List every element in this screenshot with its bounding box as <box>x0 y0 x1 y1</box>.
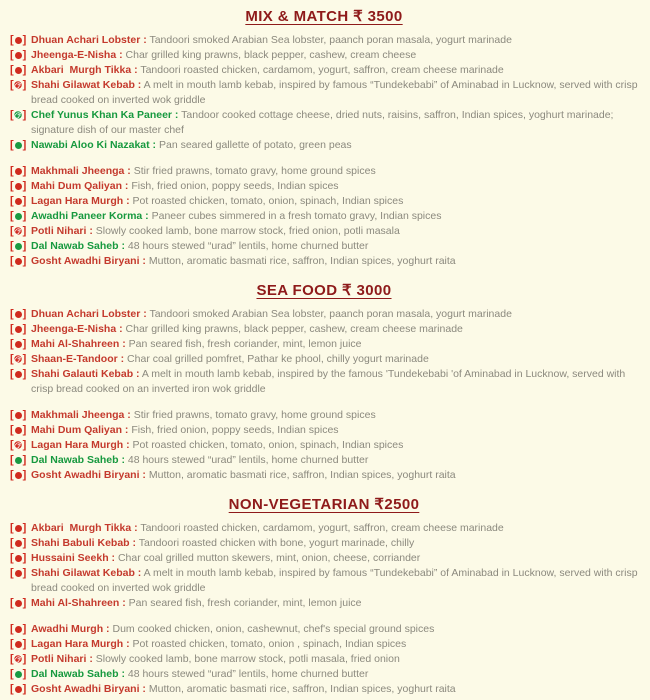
menu-item <box>10 352 638 367</box>
menu-item <box>10 682 638 697</box>
nonveg-dot <box>15 540 22 547</box>
nonveg-dot-icon <box>10 307 26 322</box>
item-name: Gosht Awadhi Biryani : <box>31 683 146 695</box>
item-description: Pot roasted chicken, tomato, onion , spinach, Indian spices <box>129 638 407 650</box>
mark-bracket: ] <box>22 638 27 650</box>
nonveg-spiral-icon <box>10 352 26 367</box>
menu-item <box>10 108 638 138</box>
mark-bracket: [ <box>10 653 14 665</box>
mark-bracket: ] <box>22 139 27 151</box>
item-description: Stir fried prawns, tomato gravy, home ground spices <box>130 409 376 421</box>
mark-bracket: ] <box>22 353 27 365</box>
section-title: NON-VEGETARIAN ₹2500 <box>228 496 420 513</box>
item-name: Akbari Murgh Tikka : <box>31 64 138 76</box>
item-description: A melt in mouth lamb kebab, inspired by the famous 'Tundekebabi 'of Aminabad in Lucknow, served with crisp bread cooked on an inverted iron wok griddle <box>31 368 626 395</box>
menu-item <box>10 566 638 596</box>
menu-item <box>10 179 638 194</box>
nonveg-dot-icon <box>10 637 26 652</box>
mark-bracket: ] <box>22 424 27 436</box>
item-group <box>10 408 638 483</box>
menu-item <box>10 322 638 337</box>
nonveg-dot-icon <box>10 179 26 194</box>
mark-bracket: ] <box>22 454 27 466</box>
menu-item <box>10 48 638 63</box>
menu-item <box>10 652 638 667</box>
nonveg-dot <box>15 258 22 265</box>
veg-dot <box>15 243 22 250</box>
mark-bracket: [ <box>10 623 14 635</box>
mark-bracket: [ <box>10 34 14 46</box>
item-name: Dhuan Achari Lobster : <box>31 308 147 320</box>
item-name: Gosht Awadhi Biryani : <box>31 255 146 267</box>
item-description: Pot roasted chicken, tomato, onion, spinach, Indian spices <box>129 195 404 207</box>
mark-bracket: [ <box>10 210 14 222</box>
item-description: Mutton, aromatic basmati rice, saffron, Indian spices, yoghurt raita <box>145 469 456 481</box>
nonveg-dot <box>15 570 22 577</box>
mark-bracket: ] <box>22 552 27 564</box>
mark-bracket: ] <box>22 210 27 222</box>
item-description: Fish, fried onion, poppy seeds, Indian spices <box>128 180 339 192</box>
nonveg-dot-icon <box>10 367 26 382</box>
mark-bracket: [ <box>10 454 14 466</box>
item-name: Dhuan Achari Lobster : <box>31 34 147 46</box>
mark-bracket: ] <box>22 469 27 481</box>
nonveg-dot <box>15 168 22 175</box>
item-name: Dal Nawab Saheb : <box>31 240 125 252</box>
item-name: Potli Nihari : <box>31 225 93 237</box>
menu-item <box>10 596 638 611</box>
menu-section <box>10 7 638 269</box>
nonveg-dot <box>15 371 22 378</box>
item-name: Awadhi Murgh : <box>31 623 110 635</box>
menu-item <box>10 637 638 652</box>
item-name: Shahi Gilawat Kebab : <box>31 79 142 91</box>
menu-item <box>10 63 638 78</box>
item-description: Slowly cooked lamb, bone marrow stock, potli masala, fried onion <box>92 653 400 665</box>
mark-bracket: ] <box>22 195 27 207</box>
item-description: Mutton, aromatic basmati rice, saffron, Indian spices, yoghurt raita <box>145 255 456 267</box>
mark-bracket: [ <box>10 308 14 320</box>
mark-bracket: ] <box>22 623 27 635</box>
nonveg-dot-icon <box>10 408 26 423</box>
nonveg-dot <box>15 472 22 479</box>
item-name: Hussaini Seekh : <box>31 552 116 564</box>
mark-bracket: [ <box>10 240 14 252</box>
mark-bracket: ] <box>22 165 27 177</box>
item-name: Shahi Gilawat Kebab : <box>31 567 142 579</box>
mark-bracket: [ <box>10 165 14 177</box>
menu-item <box>10 194 638 209</box>
nonveg-dot <box>15 412 22 419</box>
item-description: Char grilled king prawns, black pepper, cashew, cream cheese marinade <box>122 323 463 335</box>
item-name: Jheenga-E-Nisha : <box>31 323 123 335</box>
menu-item <box>10 307 638 322</box>
item-name: Shaan-E-Tandoor : <box>31 353 125 365</box>
item-name: Makhmali Jheenga : <box>31 165 131 177</box>
item-description: Tandoor cooked cottage cheese, dried nuts, raisins, saffron, Indian spices, yoghurt marinade; signature dish of our master chef <box>31 109 614 136</box>
nonveg-dot <box>15 67 22 74</box>
item-name: Nawabi Aloo Ki Nazakat : <box>31 139 157 151</box>
nonveg-dot-icon <box>10 164 26 179</box>
item-description: Stir fried prawns, tomato gravy, home ground spices <box>130 165 376 177</box>
item-description: Tandoori smoked Arabian Sea lobster, paanch poran masala, yogurt marinade <box>146 308 512 320</box>
mark-bracket: ] <box>22 64 27 76</box>
item-description: 48 hours stewed “urad” lentils, home churned butter <box>124 668 369 680</box>
item-group <box>10 164 638 269</box>
nonveg-dot-icon <box>10 536 26 551</box>
veg-dot-icon <box>10 209 26 224</box>
mark-bracket: ] <box>22 34 27 46</box>
item-description: Slowly cooked lamb, bone marrow stock, fried onion, potli masala <box>92 225 400 237</box>
item-name: Gosht Awadhi Biryani : <box>31 469 146 481</box>
nonveg-dot-icon <box>10 33 26 48</box>
item-name: Mahi Al-Shahreen : <box>31 597 126 609</box>
mark-bracket: [ <box>10 139 14 151</box>
mark-bracket: [ <box>10 537 14 549</box>
item-description: Tandoori roasted chicken with bone, yogurt marinade, chilly <box>136 537 415 549</box>
item-description: Tandoori roasted chicken, cardamom, yogurt, saffron, cream cheese marinade <box>137 64 504 76</box>
mark-bracket: [ <box>10 255 14 267</box>
veg-dot <box>15 457 22 464</box>
mark-bracket: ] <box>22 308 27 320</box>
nonveg-spiral-icon <box>10 224 26 239</box>
item-description: 48 hours stewed “urad” lentils, home churned butter <box>124 454 369 466</box>
nonveg-dot-icon <box>10 322 26 337</box>
item-name: Mahi Al-Shahreen : <box>31 338 126 350</box>
mark-bracket: ] <box>22 439 27 451</box>
mark-bracket: ] <box>22 79 27 91</box>
nonveg-spiral-icon <box>10 438 26 453</box>
nonveg-dot-icon <box>10 551 26 566</box>
mark-bracket: ] <box>22 225 27 237</box>
menu-item <box>10 423 638 438</box>
veg-spiral-icon <box>10 108 26 123</box>
nonveg-dot <box>15 686 22 693</box>
mark-bracket: ] <box>22 49 27 61</box>
mark-bracket: ] <box>22 240 27 252</box>
menu-item <box>10 667 638 682</box>
item-name: Shahi Babuli Kebab : <box>31 537 137 549</box>
item-description: Mutton, aromatic basmati rice, saffron, Indian spices, yoghurt raita <box>145 683 456 695</box>
mark-bracket: ] <box>22 597 27 609</box>
nonveg-dot <box>15 311 22 318</box>
mark-bracket: [ <box>10 79 14 91</box>
nonveg-dot-icon <box>10 566 26 581</box>
veg-dot-icon <box>10 667 26 682</box>
mark-bracket: ] <box>22 683 27 695</box>
menu-item <box>10 138 638 153</box>
item-name: Potli Nihari : <box>31 653 93 665</box>
item-description: Tandoori smoked Arabian Sea lobster, paanch poran masala, yogurt marinade <box>146 34 512 46</box>
mark-bracket: [ <box>10 64 14 76</box>
nonveg-dot-icon <box>10 622 26 637</box>
item-group <box>10 521 638 611</box>
mark-bracket: ] <box>22 255 27 267</box>
item-group <box>10 33 638 153</box>
menu-item <box>10 521 638 536</box>
item-name: Shahi Galauti Kebab : <box>31 368 140 380</box>
item-name: Dal Nawab Saheb : <box>31 454 125 466</box>
mark-bracket: [ <box>10 195 14 207</box>
item-name: Chef Yunus Khan Ka Paneer : <box>31 109 179 121</box>
item-name: Makhmali Jheenga : <box>31 409 131 421</box>
nonveg-dot-icon <box>10 423 26 438</box>
mark-bracket: [ <box>10 552 14 564</box>
item-description: Char grilled king prawns, black pepper, cashew, cream cheese <box>122 49 417 61</box>
mark-bracket: ] <box>22 409 27 421</box>
section-title: SEA FOOD ₹ 3000 <box>256 282 392 299</box>
nonveg-dot <box>15 525 22 532</box>
item-name: Akbari Murgh Tikka : <box>31 522 138 534</box>
menu-item <box>10 438 638 453</box>
mark-bracket: ] <box>22 537 27 549</box>
item-name: Lagan Hara Murgh : <box>31 439 130 451</box>
mark-bracket: [ <box>10 409 14 421</box>
menu-item <box>10 536 638 551</box>
nonveg-spiral-icon <box>10 78 26 93</box>
veg-dot-icon <box>10 453 26 468</box>
item-description: Char coal grilled mutton skewers, mint, onion, cheese, corriander <box>115 552 421 564</box>
mark-bracket: [ <box>10 368 14 380</box>
item-description: Pan seared gallette of potato, green peas <box>156 139 352 151</box>
section-title: MIX & MATCH ₹ 3500 <box>245 8 403 25</box>
mark-bracket: ] <box>22 180 27 192</box>
mark-bracket: [ <box>10 180 14 192</box>
nonveg-dot-icon <box>10 48 26 63</box>
item-name: Jheenga-E-Nisha : <box>31 49 123 61</box>
nonveg-dot-icon <box>10 596 26 611</box>
nonveg-dot <box>15 37 22 44</box>
mark-bracket: [ <box>10 668 14 680</box>
nonveg-dot <box>15 183 22 190</box>
veg-dot <box>15 142 22 149</box>
menu-item <box>10 408 638 423</box>
mark-bracket: [ <box>10 522 14 534</box>
menu-item <box>10 254 638 269</box>
menu-section <box>10 495 638 697</box>
item-description: Dum cooked chicken, onion, cashewnut, chef's special ground spices <box>109 623 435 635</box>
mark-bracket: ] <box>22 368 27 380</box>
nonveg-dot-icon <box>10 194 26 209</box>
menu-item <box>10 622 638 637</box>
item-description: A melt in mouth lamb kebab, inspired by famous “Tundekebabi” of Aminabad in Lucknow, served with crisp bread cooked on inverted wok griddle <box>31 567 638 594</box>
mark-bracket: [ <box>10 597 14 609</box>
mark-bracket: [ <box>10 424 14 436</box>
mark-bracket: ] <box>22 338 27 350</box>
veg-dot <box>15 213 22 220</box>
mark-bracket: [ <box>10 353 14 365</box>
nonveg-dot <box>15 641 22 648</box>
mark-bracket: [ <box>10 469 14 481</box>
menu-item <box>10 453 638 468</box>
nonveg-dot <box>15 600 22 607</box>
mark-bracket: ] <box>22 567 27 579</box>
nonveg-dot <box>15 198 22 205</box>
mark-bracket: ] <box>22 109 27 121</box>
item-description: A melt in mouth lamb kebab, inspired by famous “Tundekebabi” of Aminabad in Lucknow, served with crisp bread cooked on inverted wok griddle <box>31 79 638 106</box>
item-description: Pan seared fish, fresh coriander, mint, lemon juice <box>125 597 362 609</box>
item-description: Char coal grilled pomfret, Pathar ke phool, chilly yogurt marinade <box>124 353 429 365</box>
item-description: Paneer cubes simmered in a fresh tomato gravy, Indian spices <box>148 210 442 222</box>
mark-bracket: [ <box>10 439 14 451</box>
item-name: Mahi Dum Qaliyan : <box>31 424 129 436</box>
nonveg-dot-icon <box>10 468 26 483</box>
menu-item <box>10 209 638 224</box>
nonveg-spiral-icon <box>10 652 26 667</box>
nonveg-dot-icon <box>10 682 26 697</box>
item-name: Lagan Hara Murgh : <box>31 638 130 650</box>
veg-dot-icon <box>10 239 26 254</box>
item-description: 48 hours stewed “urad” lentils, home churned butter <box>124 240 369 252</box>
menu-item <box>10 78 638 108</box>
item-description: Pan seared fish, fresh coriander, mint, lemon juice <box>125 338 362 350</box>
menu-item <box>10 337 638 352</box>
mark-bracket: [ <box>10 338 14 350</box>
mark-bracket: [ <box>10 567 14 579</box>
mark-bracket: ] <box>22 323 27 335</box>
nonveg-dot <box>15 626 22 633</box>
nonveg-dot <box>15 52 22 59</box>
nonveg-dot <box>15 326 22 333</box>
mark-bracket: [ <box>10 323 14 335</box>
item-name: Dal Nawab Saheb : <box>31 668 125 680</box>
item-name: Awadhi Paneer Korma : <box>31 210 149 222</box>
nonveg-dot-icon <box>10 521 26 536</box>
item-name: Mahi Dum Qaliyan : <box>31 180 129 192</box>
menu-item <box>10 551 638 566</box>
menu-item <box>10 239 638 254</box>
nonveg-dot <box>15 555 22 562</box>
veg-dot <box>15 671 22 678</box>
item-group <box>10 307 638 397</box>
mark-bracket: ] <box>22 668 27 680</box>
mark-bracket: [ <box>10 638 14 650</box>
item-group <box>10 622 638 697</box>
menu-item <box>10 367 638 397</box>
item-description: Tandoori roasted chicken, cardamom, yogurt, saffron, cream cheese marinade <box>137 522 504 534</box>
menu-item <box>10 224 638 239</box>
menu-item <box>10 164 638 179</box>
menu-item <box>10 468 638 483</box>
menu-section <box>10 281 638 483</box>
mark-bracket: ] <box>22 653 27 665</box>
nonveg-dot-icon <box>10 254 26 269</box>
mark-bracket: [ <box>10 49 14 61</box>
nonveg-dot-icon <box>10 337 26 352</box>
mark-bracket: ] <box>22 522 27 534</box>
veg-dot-icon <box>10 138 26 153</box>
nonveg-dot <box>15 341 22 348</box>
item-description: Pot roasted chicken, tomato, onion, spinach, Indian spices <box>129 439 404 451</box>
nonveg-dot <box>15 427 22 434</box>
mark-bracket: [ <box>10 109 14 121</box>
menu-item <box>10 33 638 48</box>
nonveg-dot-icon <box>10 63 26 78</box>
mark-bracket: [ <box>10 225 14 237</box>
item-name: Lagan Hara Murgh : <box>31 195 130 207</box>
mark-bracket: [ <box>10 683 14 695</box>
item-description: Fish, fried onion, poppy seeds, Indian spices <box>128 424 339 436</box>
